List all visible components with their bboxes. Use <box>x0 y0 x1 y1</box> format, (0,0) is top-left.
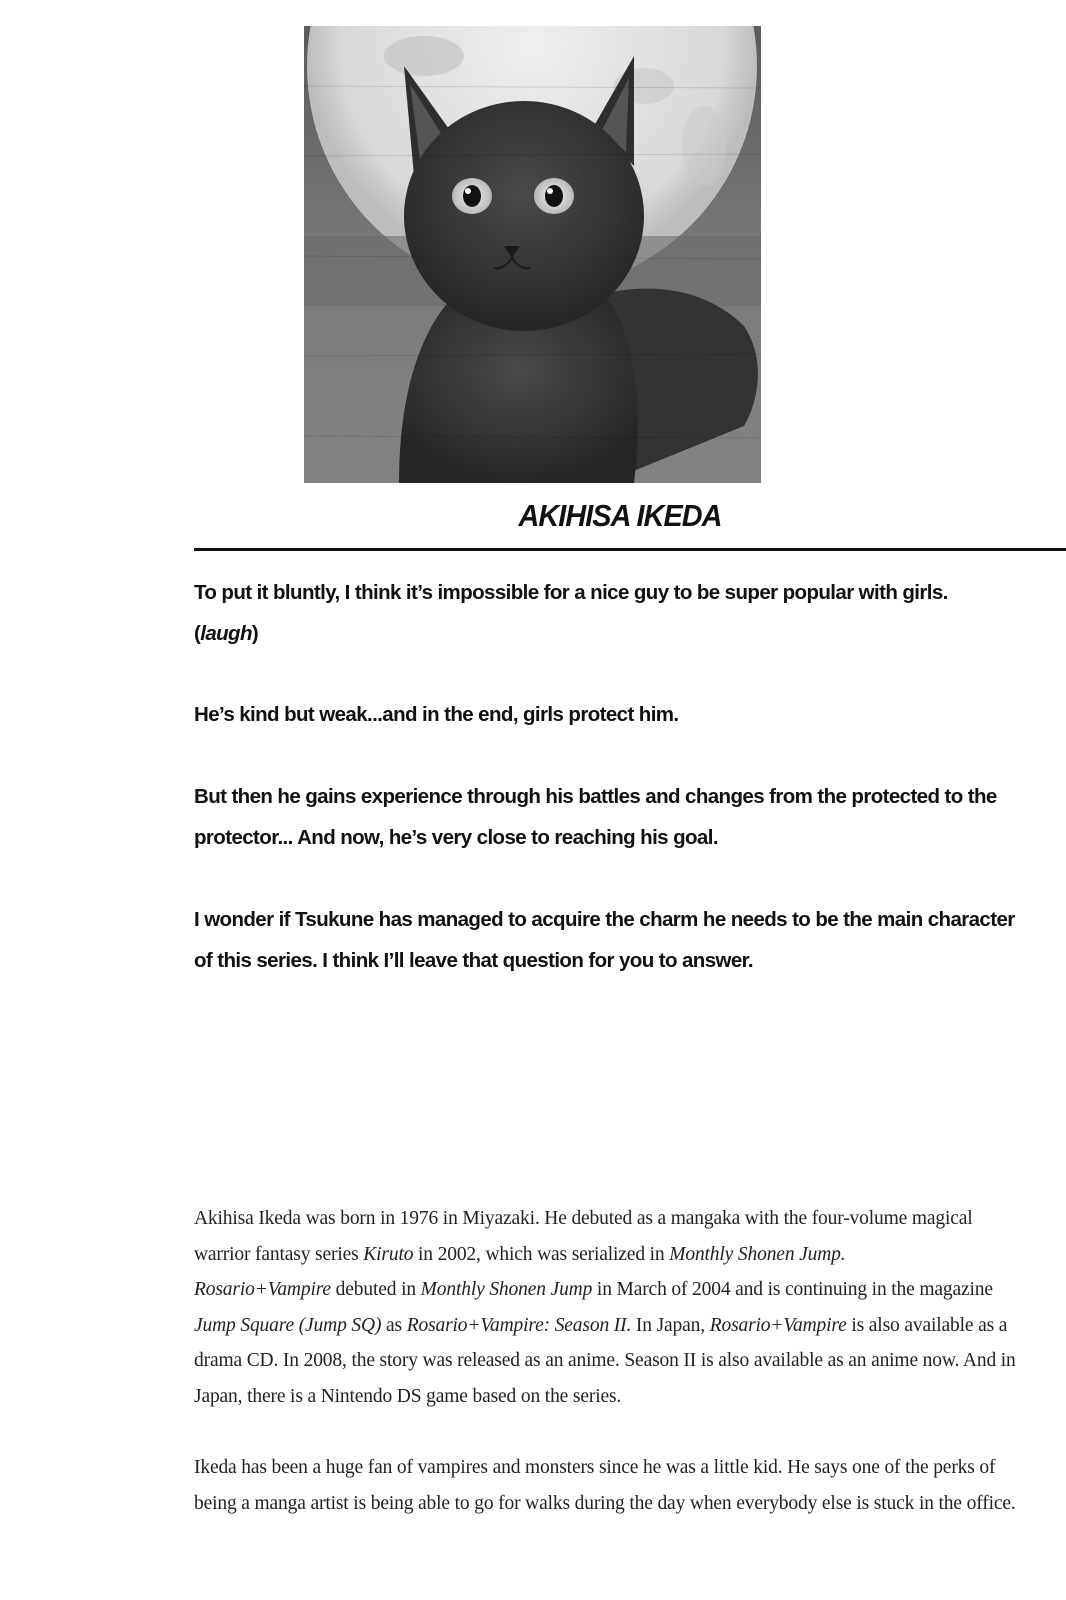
title-jump-square: Jump Square (Jump SQ) <box>194 1314 382 1336</box>
title-rosario-vampire-season-ii: Rosario+Vampire: Season II. <box>406 1314 632 1336</box>
author-comment-paragraph-2: He’s kind but weak...and in the end, girls protect him. <box>194 703 679 726</box>
author-comment-paragraph-1: To put it bluntly, I think it’s impossible for a nice guy to be super popular with girls. (laugh) <box>194 581 948 645</box>
laugh-text: laugh <box>200 622 252 645</box>
title-kiruto: Kiruto <box>363 1243 414 1265</box>
author-portrait-cat <box>304 26 761 483</box>
title-rosario-vampire: Rosario+Vampire <box>194 1279 331 1301</box>
heading-divider <box>194 548 1066 551</box>
title-monthly-shonen-jump: Monthly Shonen Jump. <box>669 1243 846 1265</box>
title-rosario-vampire: Rosario+Vampire <box>709 1314 847 1336</box>
author-comment-paragraph-4: I wonder if Tsukune has managed to acquire the charm he needs to be the main character of this series. I think I’ll leave that question for you to answer. <box>194 908 1015 972</box>
cat-moon-illustration <box>304 26 761 483</box>
author-name-heading: AKIHISA IKEDA <box>518 498 722 533</box>
title-monthly-shonen-jump: Monthly Shonen Jump <box>420 1279 593 1301</box>
author-bio-paragraph-2: Ikeda has been a huge fan of vampires and monsters since he was a little kid. He says one of the perks of being a manga artist is being able to go for walks during the day when everybody else is stuck in the office. <box>194 1457 1016 1514</box>
author-bio-paragraph-1: Akihisa Ikeda was born in 1976 in Miyazaki. He debuted as a mangaka with the four-volume magical warrior fantasy series Kiruto in 2002, which was serialized in Monthly Shonen Jump. Rosario+Vampire debuted in Monthly Shonen Jump in March of 2004 and is continuing in the magazine Jump Square (Jump SQ) as Rosario+Vampire: Season II. In Japan, Rosario+Vampire is also available as a drama CD. In 2008, the story was released as an anime. Season II is also available as an anime now. And in Japan, there is a Nintendo DS game based on the series. <box>194 1208 1016 1407</box>
author-comment-paragraph-3: But then he gains experience through his battles and changes from the protected to the protector... And now, he’s very close to reaching his goal. <box>194 785 997 849</box>
cat-head <box>404 101 644 331</box>
